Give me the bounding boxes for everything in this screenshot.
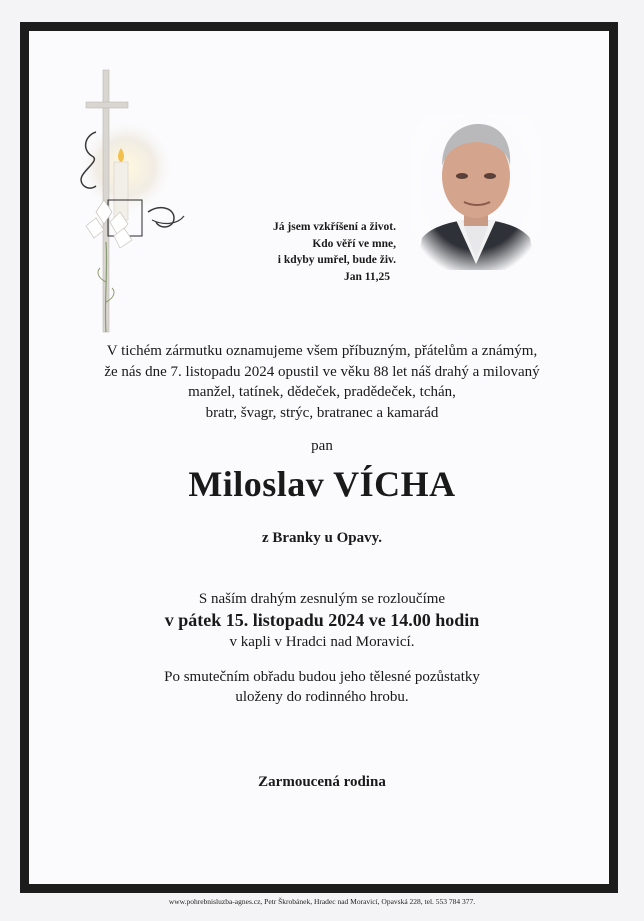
footer-contact: www.pohrebnisluzba-agnes.cz, Petr Škrobánek, Hradec nad Moravicí, Opavská 228, tel. 553 784 377. — [168, 897, 476, 906]
signature: Zarmoucená rodina — [258, 774, 386, 790]
quote-reference: Jan 11,25 — [343, 270, 390, 283]
burial-line-2: uloženy do rodinného hrobu. — [235, 689, 409, 705]
ceremony-place: v kapli v Hradci nad Moravicí. — [229, 634, 415, 650]
announcement-line-2: že nás dne 7. listopadu 2024 opustil ve věku 88 let náš drahý a milovaný — [104, 363, 540, 380]
ceremony-intro: S naším drahým zesnulým se rozloučíme — [198, 591, 446, 607]
quote-line-1: Já jsem vzkříšení a život. — [273, 221, 396, 233]
announcement-line-3: manžel, tatínek, dědeček, pradědeček, tchán, — [188, 384, 456, 400]
origin: z Branky u Opavy. — [261, 530, 383, 546]
honorific: pan — [311, 438, 333, 454]
burial-info — [60, 667, 584, 707]
ceremony-info — [60, 589, 584, 652]
bible-quote — [176, 219, 396, 285]
death-announcement — [60, 341, 584, 423]
deceased-name: Miloslav VÍCHA — [188, 464, 456, 504]
cross-candle-lily-icon — [56, 52, 206, 342]
quote-line-3: i kdyby umřel, bude živ. — [277, 254, 396, 266]
ceremony-date-time: v pátek 15. listopadu 2024 ve 14.00 hodin — [164, 610, 480, 630]
announcement-line-4: bratr, švagr, strýc, bratranec a kamarád — [205, 404, 439, 421]
deceased-portrait — [412, 114, 540, 270]
quote-line-2: Kdo věří ve mne, — [312, 237, 396, 250]
burial-line-1: Po smutečním obřadu budou jeho tělesné pozůstatky — [164, 669, 480, 685]
announcement-line-1: V tichém zármutku oznamujeme všem příbuzným, přátelům a známým, — [106, 343, 538, 359]
